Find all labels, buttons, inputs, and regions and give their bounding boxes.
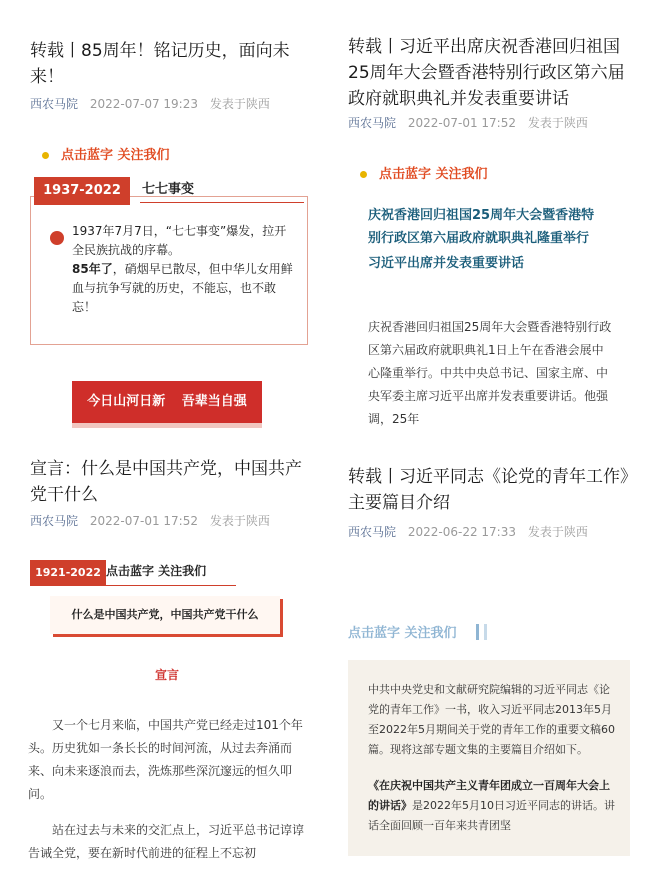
tag-underline bbox=[140, 202, 304, 203]
follow-prompt[interactable]: 点击蓝字 关注我们 bbox=[348, 626, 457, 641]
excerpt-bold: 《在庆祝中国共产主义青年团成立一百周年大会上的讲话》 bbox=[368, 779, 610, 812]
article-meta bbox=[348, 523, 588, 540]
article-time: 2022-07-01 17:52 bbox=[407, 116, 516, 130]
excerpt-paragraph: 中共中央党史和文献研究院编辑的习近平同志《论党的青年工作》一书，收入习近平同志2013年5月至2022年5月期间关于党的青年工作的重要文稿60篇。现将这部专题文集的主要篇目介绍如下。 bbox=[368, 683, 615, 756]
tag-underline bbox=[100, 585, 236, 586]
decor-bars-icon bbox=[476, 624, 492, 643]
article-location: 发表于陕西 bbox=[209, 97, 270, 111]
excerpt-paragraph bbox=[368, 776, 616, 836]
bullet-dot-icon bbox=[50, 231, 64, 245]
article-source[interactable]: 西农马院 bbox=[30, 514, 79, 528]
event-tag: 七七事变 bbox=[142, 182, 195, 197]
excerpt-paragraph: 站在过去与未来的交汇点上，习近平总书记谆谆告诫全党，要在新时代前进的征程上不忘初 bbox=[28, 823, 305, 860]
year-tag: 1921-2022 bbox=[30, 560, 106, 586]
dot-icon bbox=[42, 152, 49, 159]
article-card-manifesto[interactable] bbox=[14, 452, 320, 870]
article-title[interactable]: 宣言：什么是中国共产党，中国共产党干什么 bbox=[30, 459, 302, 505]
follow-prompt-text: 点击蓝字 关注我们 bbox=[379, 167, 488, 182]
excerpt-paragraph: 1937年7月7日，“七七事变”爆发，拉开全民族抗战的序幕。 bbox=[72, 224, 287, 257]
excerpt-paragraph: 又一个七月来临，中国共产党已经走过101个年头。历史犹如一条长长的时间河流，从过去奔涌而来、向未来逐浪而去，洗炼那些深沉邃远的恒久叩问。 bbox=[28, 718, 303, 801]
article-title[interactable]: 转载丨习近平出席庆祝香港回归祖国25周年大会暨香港特别行政区第六届政府就职典礼并发表重要讲话 bbox=[348, 37, 625, 109]
article-title[interactable]: 转载丨85周年！铭记历史，面向未来！ bbox=[30, 41, 290, 87]
article-excerpt bbox=[368, 680, 616, 852]
article-excerpt: 庆祝香港回归祖国25周年大会暨香港特别行政区第六届政府就职典礼1日上午在香港会展中心隆重举行。中共中央总书记、国家主席、中央军委主席习近平出席并发表重要讲话。他强调，25年 bbox=[368, 320, 612, 426]
excerpt-text: 是2022年5月10日习近平同志的讲话。讲话全面回顾一百年来共青团坚 bbox=[368, 799, 615, 832]
article-excerpt bbox=[28, 714, 310, 870]
excerpt-bold: 85年了 bbox=[72, 262, 113, 276]
article-location: 发表于陕西 bbox=[527, 116, 588, 130]
excerpt-paragraph bbox=[72, 260, 294, 317]
article-time: 2022-07-01 17:52 bbox=[89, 514, 198, 528]
question-text: 什么是中国共产党，中国共产党干什么 bbox=[71, 608, 259, 621]
excerpt-text: ，硝烟早已散尽，但中华儿女用鲜血与抗争写就的历史，不能忘，也不敢忘！ bbox=[72, 262, 293, 314]
article-location: 发表于陕西 bbox=[527, 525, 588, 539]
article-meta bbox=[30, 95, 270, 112]
article-card-hongkong-25th[interactable] bbox=[336, 26, 638, 446]
article-time: 2022-07-07 19:23 bbox=[89, 97, 198, 111]
question-box bbox=[50, 596, 280, 634]
article-lede bbox=[368, 204, 606, 277]
article-title[interactable]: 转载丨习近平同志《论党的青年工作》主要篇目介绍 bbox=[348, 467, 629, 513]
section-heading: 宣言 bbox=[154, 668, 179, 682]
follow-prompt[interactable] bbox=[42, 144, 170, 163]
slogan-banner bbox=[72, 381, 262, 423]
article-meta bbox=[30, 512, 270, 529]
slogan-left: 今日山河日新 bbox=[87, 394, 166, 409]
lede-line: 习近平出席并发表重要讲话 bbox=[368, 256, 525, 271]
slogan-right: 吾辈当自强 bbox=[181, 394, 247, 409]
article-source[interactable]: 西农马院 bbox=[348, 116, 397, 130]
article-excerpt bbox=[72, 222, 294, 317]
lede-line: 庆祝香港回归祖国25周年大会暨香港特别行政区第六届政府就职典礼隆重举行 bbox=[368, 208, 595, 246]
follow-prompt-text: 点击蓝字 关注我们 bbox=[61, 148, 170, 163]
article-meta bbox=[348, 114, 588, 131]
follow-prompt[interactable]: 点击蓝字 关注我们 bbox=[106, 564, 207, 578]
article-card-youth-work[interactable] bbox=[336, 456, 638, 870]
article-source[interactable]: 西农马院 bbox=[30, 97, 79, 111]
follow-prompt[interactable] bbox=[360, 163, 488, 182]
intro-panel bbox=[348, 660, 630, 856]
article-location: 发表于陕西 bbox=[209, 514, 270, 528]
year-tag: 1937-2022 bbox=[34, 177, 130, 205]
dot-icon bbox=[360, 171, 367, 178]
article-card-85th-anniversary[interactable] bbox=[14, 26, 320, 451]
article-source[interactable]: 西农马院 bbox=[348, 525, 397, 539]
article-time: 2022-06-22 17:33 bbox=[407, 525, 516, 539]
